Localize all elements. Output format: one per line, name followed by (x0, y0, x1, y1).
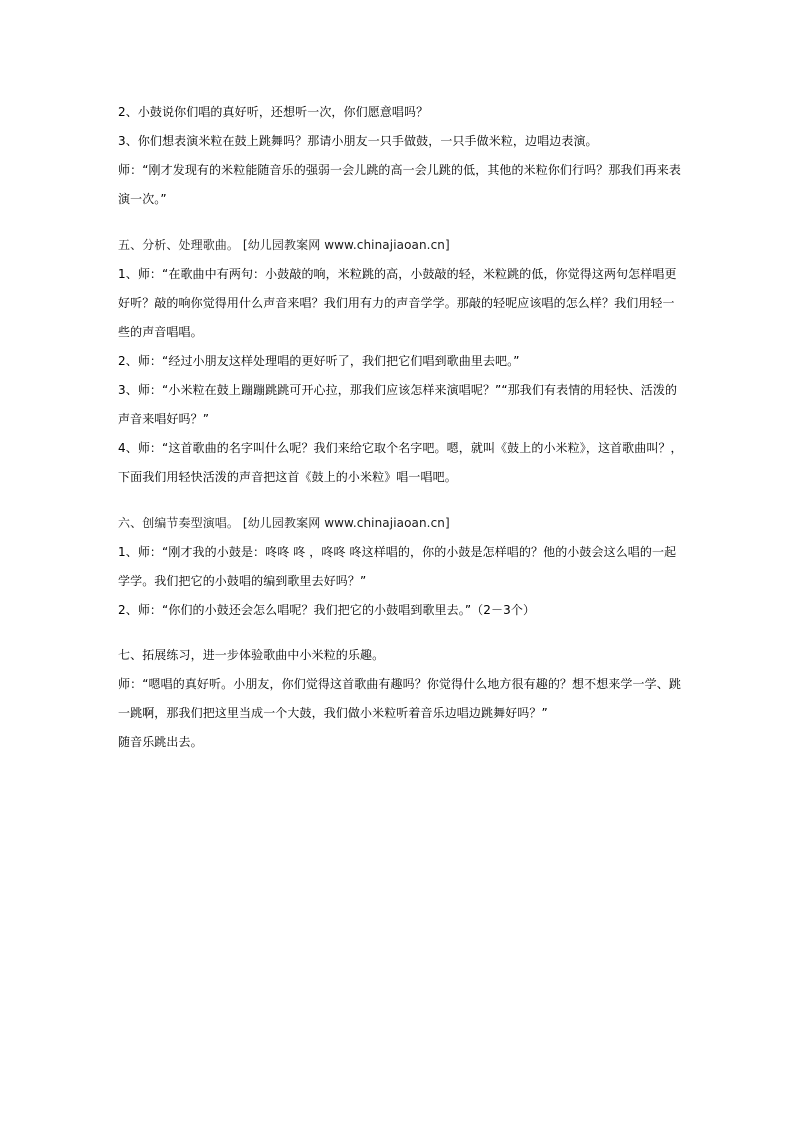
paragraph-spacer (118, 214, 678, 231)
paragraph-line: 师：“刚才发现有的米粒能随音乐的强弱一会儿跳的高一会儿跳的低，其他的米粒你们行吗？那我们再来表 (118, 163, 681, 177)
paragraph-line: 4、师：“这首歌曲的名字叫什么呢？我们来给它取个名字吧。嗯，就叫《鼓上的小米粒》，这首歌曲叫？， (118, 441, 683, 455)
paragraph-line: 师：“嗯唱的真好听。小朋友，你们觉得这首歌曲有趣吗？你觉得什么地方很有趣的？想不想来学一学、跳 (118, 677, 681, 691)
section-5 (118, 231, 683, 492)
paragraph-line: 一跳啊，那我们把这里当成一个大鼓，我们做小米粒听着音乐边唱边跳舞好吗？” (118, 706, 548, 720)
paragraph-line: 2、师：“你们的小鼓还会怎么唱呢？我们把它的小鼓唱到歌里去。”（2－3个） (118, 603, 536, 617)
document-body (118, 98, 683, 757)
paragraph-line: 1、师：“刚才我的小鼓是：咚咚 咚 ，咚咚 咚这样唱的，你的小鼓是怎样唱的？他的小鼓会这么唱的一起 (118, 545, 677, 559)
section-heading: 七、拓展练习，进一步体验歌曲中小米粒的乐趣。 (118, 648, 385, 662)
paragraph-line: 1、师：“在歌曲中有两句：小鼓敲的响，米粒跳的高，小鼓敲的轻，米粒跳的低，你觉得这两句怎样唱更 (118, 267, 677, 281)
paragraph-line: 2、小鼓说你们唱的真好听，还想听一次，你们愿意唱吗？ (118, 105, 429, 119)
paragraph-spacer (118, 625, 678, 641)
section-6 (118, 509, 678, 625)
paragraph-line: 下面我们用轻快活泼的声音把这首《鼓上的小米粒》唱一唱吧。 (118, 470, 457, 484)
section-heading: 六、创编节奏型演唱。 [幼儿园教案网 www.chinajiaoan.cn] (118, 516, 450, 530)
paragraph-line: 3、师：“小米粒在鼓上蹦蹦跳跳可开心拉，那我们应该怎样来演唱呢？”“那我们有表情的用轻快、活泼的 (118, 383, 678, 397)
paragraph-line: 演一次。” (118, 192, 167, 206)
paragraph-line: 3、你们想表演米粒在鼓上跳舞吗？那请小朋友一只手做鼓，一只手做米粒，边唱边表演。 (118, 134, 598, 148)
paragraph-line: 声音来唱好吗？” (118, 412, 210, 426)
paragraph-line: 2、师：“经过小朋友这样处理唱的更好听了，我们把它们唱到歌曲里去吧。” (118, 354, 520, 368)
paragraph-line: 学学。我们把它的小鼓唱的编到歌里去好吗？” (118, 574, 367, 588)
paragraph-line: 随音乐跳出去。 (118, 735, 203, 749)
section-heading: 五、分析、处理歌曲。 [幼儿园教案网 www.chinajiaoan.cn] (118, 238, 450, 252)
paragraph-line: 好听？敲的响你觉得用什么声音来唱？我们用有力的声音学学。那敲的轻呢应该唱的怎么样？我们用轻一 (118, 296, 675, 310)
section-7 (118, 641, 681, 757)
paragraph-line: 些的声音唱唱。 (118, 325, 203, 339)
paragraph-spacer (118, 492, 678, 509)
section-4-continued (118, 98, 681, 214)
